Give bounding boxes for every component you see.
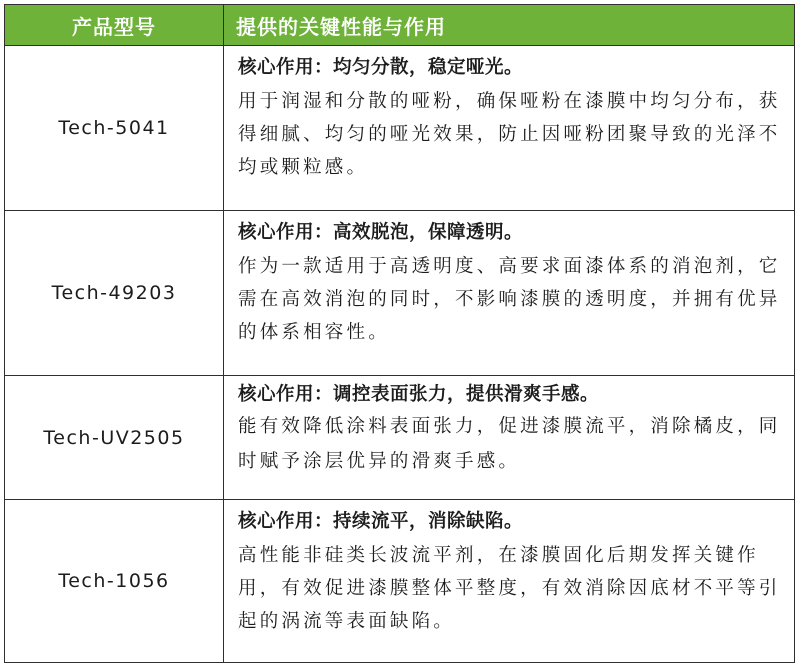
model-cell: Tech-49203: [5, 210, 224, 375]
header-function: 提供的关键性能与作用: [224, 5, 794, 45]
description-cell: [224, 375, 794, 499]
product-table: [4, 4, 795, 663]
core-function-title: 核心作用：持续流平，消除缺陷。: [238, 511, 524, 532]
description-text: 作为一款适用于高透明度、高要求面漆体系的消泡剂，它需在高效消泡的同时，不影响漆膜的透明度，并拥有优异的体系相容性。: [238, 256, 781, 343]
description-text: 能有效降低涂料表面张力，促进漆膜流平，消除橘皮，同时赋予涂层优异的滑爽手感。: [238, 416, 781, 472]
model-cell: Tech-UV2505: [5, 375, 224, 499]
core-function-title: 核心作用：调控表面张力，提供滑爽手感。: [238, 384, 600, 405]
model-cell: Tech-1056: [5, 499, 224, 662]
core-function-title: 核心作用：高效脱泡，保障透明。: [238, 222, 524, 243]
description-text: 用于润湿和分散的哑粉，确保哑粉在漆膜中均匀分布，获得细腻、均匀的哑光效果，防止因哑粉团聚导致的光泽不均或颗粒感。: [238, 91, 781, 178]
model-cell: Tech-5041: [5, 45, 224, 210]
core-function-title: 核心作用：均匀分散，稳定哑光。: [238, 57, 524, 78]
description-cell: [224, 45, 794, 210]
header-model: 产品型号: [5, 5, 224, 45]
description-cell: [224, 499, 794, 662]
description-cell: [224, 210, 794, 375]
description-text: 高性能非硅类长波流平剂，在漆膜固化后期发挥关键作用，有效促进漆膜整体平整度，有效消除因底材不平等引起的涡流等表面缺陷。: [238, 545, 781, 632]
